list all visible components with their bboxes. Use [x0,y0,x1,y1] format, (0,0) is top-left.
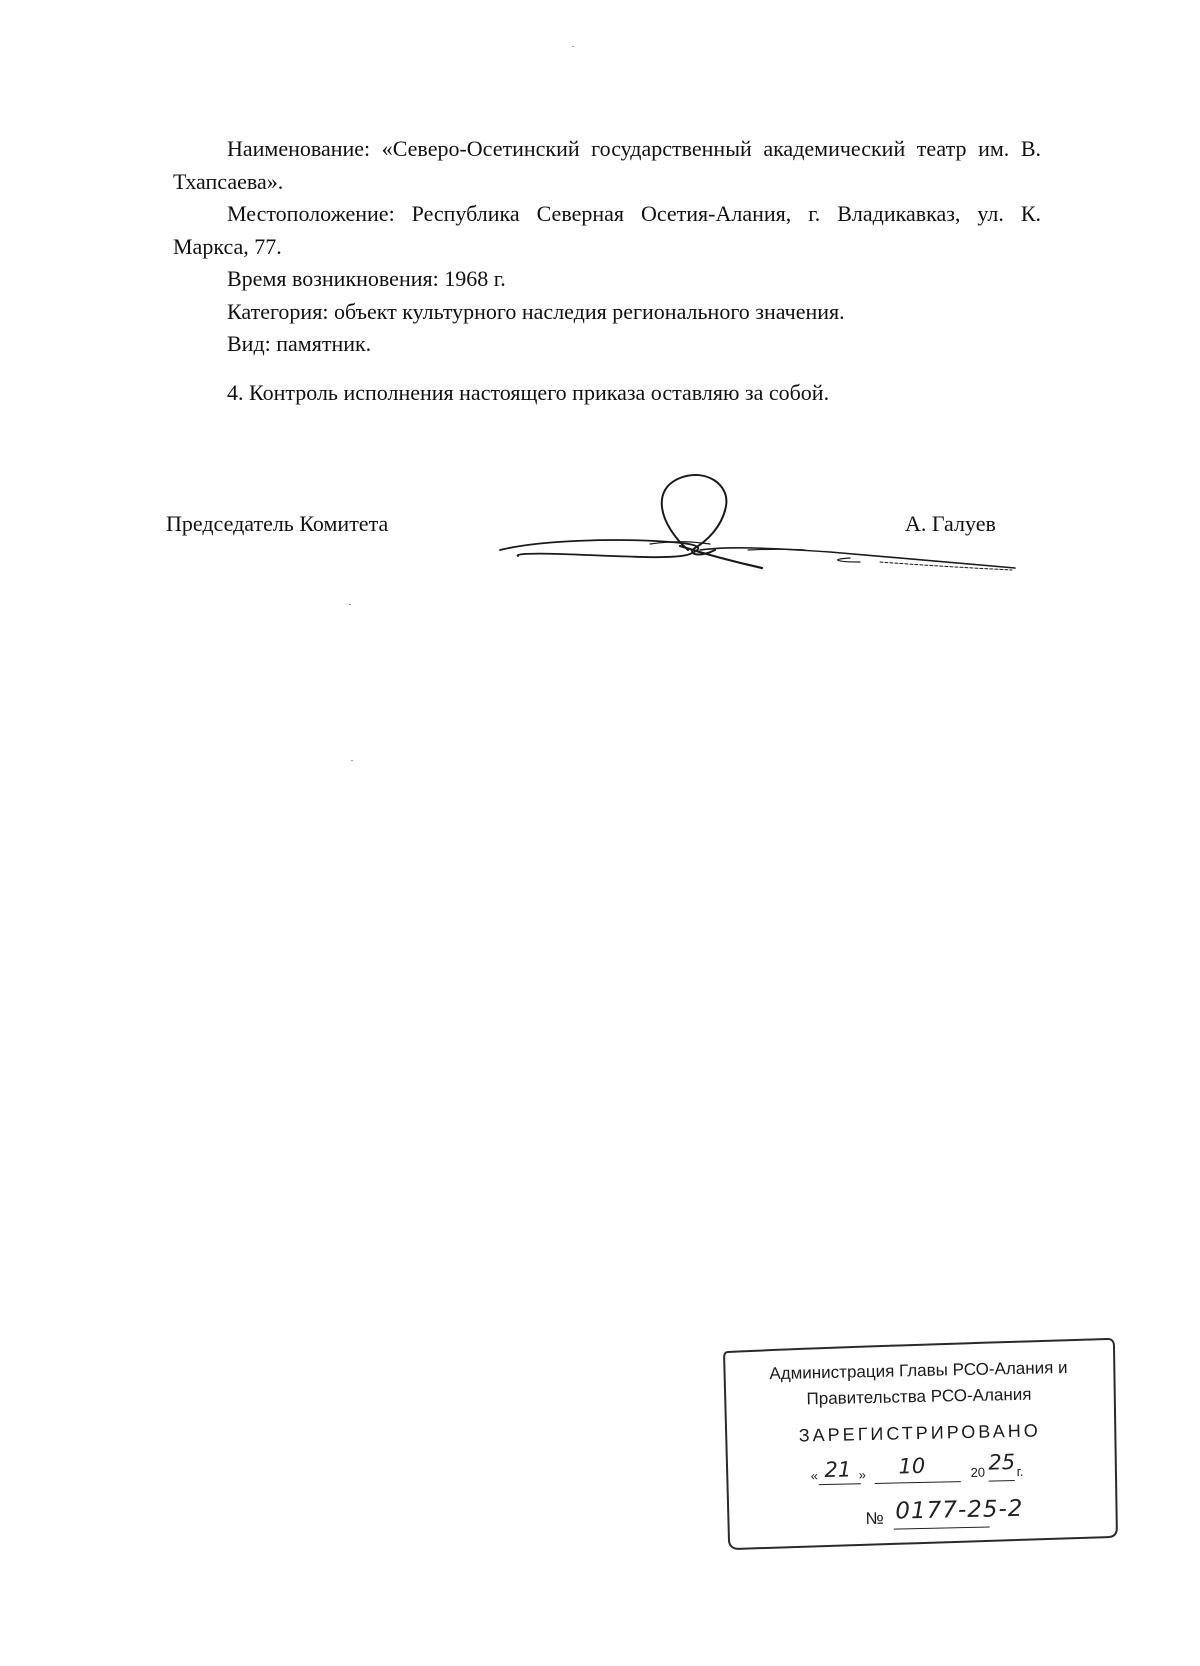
document-body [173,133,1041,409]
signatory-name: А. Галуев [905,511,996,536]
scan-speck [351,760,353,761]
stamp-number-label: № [865,1508,884,1529]
stamp-date [810,1450,1071,1490]
signatory-position: Председатель Комитета [166,511,389,536]
paragraph-control-clause: 4. Контроль исполнения настоящего приказа оставляю за собой. [227,379,830,405]
registration-stamp [720,1338,1120,1550]
stamp-number-value: 0177-25-2 [895,1495,1024,1525]
scan-speck [572,46,574,47]
paragraph-origin-time: Время возникновения: 1968 г. [227,266,506,291]
stamp-date-year-prefix: 20 [970,1464,986,1480]
paragraph-name: Наименование: «Северо-Осетинский государственный академический театр им. В. Тхапсаева». [173,136,1041,194]
paragraph-type: Вид: памятник. [227,331,372,356]
scan-speck [349,604,351,605]
stamp-registered-label: ЗАРЕГИСТРИРОВАНО [798,1420,1041,1446]
stamp-date-day: 21 [824,1457,852,1483]
handwritten-signature [500,470,1020,590]
stamp-date-month-underline [875,1481,961,1484]
stamp-date-open-quote: « [810,1468,819,1484]
stamp-organization-line-1: Администрация Главы РСО-Алания и [769,1357,1068,1384]
stamp-date-close-quote: » [858,1467,867,1483]
paragraph-category: Категория: объект культурного наследия регионального значения. [227,298,845,324]
stamp-date-year-suffix: 25 [988,1450,1016,1475]
stamp-organization-line-2: Правительства РСО-Алания [806,1384,1032,1409]
paragraph-location: Местоположение: Республика Северная Осетия-Алания, г. Владикавказ, ул. К. Маркса, 77. [173,201,1041,259]
stamp-date-month: 10 [898,1453,926,1479]
stamp-registration-number [865,1494,1106,1531]
stamp-date-year-underline [989,1480,1015,1482]
stamp-date-day-underline [819,1483,861,1485]
stamp-date-year-unit: г. [1016,1463,1024,1479]
